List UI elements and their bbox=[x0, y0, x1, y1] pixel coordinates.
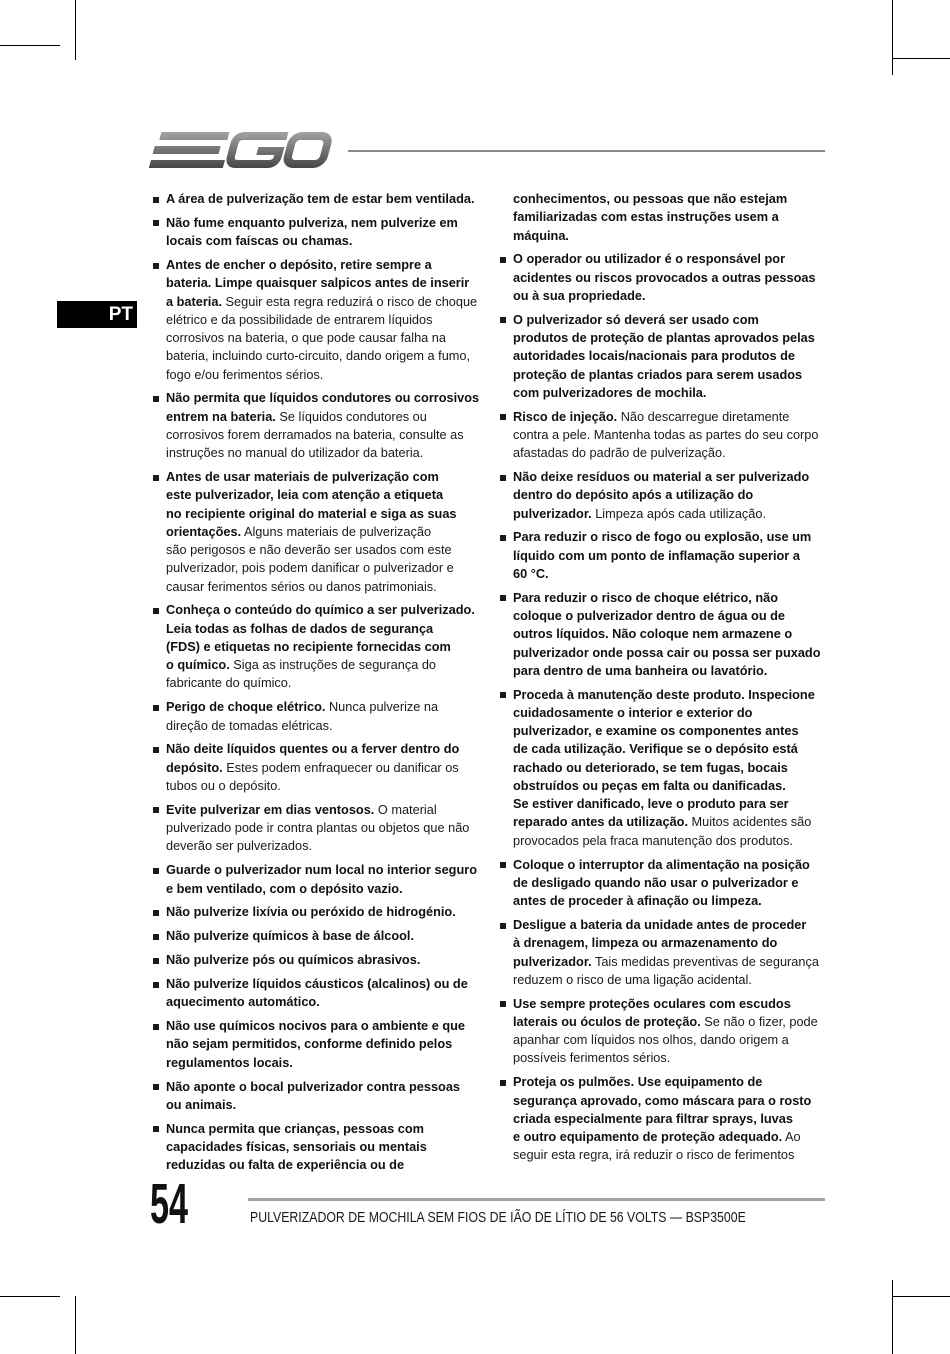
bullet-marker bbox=[153, 982, 159, 988]
ego-logo bbox=[148, 130, 338, 172]
safety-item bbox=[152, 903, 482, 921]
crop-mark bbox=[0, 45, 60, 46]
item-bold-text: Use sempre proteções oculares com escudos laterais ou óculos de proteção. bbox=[513, 995, 791, 1029]
bullet-marker bbox=[153, 1084, 159, 1090]
bullet-marker bbox=[153, 807, 159, 813]
item-bold-text: Não deite líquidos quentes ou a ferver dentro do depósito. bbox=[166, 741, 460, 775]
bullet-marker bbox=[153, 868, 159, 874]
item-bold-text: Desligue a bateria da unidade antes de proceder à drenagem, limpeza ou armazenamento do pulverizador. bbox=[513, 917, 807, 969]
item-body-text: Siga as instruções de segurança do fabricante do químico. bbox=[166, 657, 437, 691]
item-body-text: Se não o fizer, pode apanhar com líquidos nos olhos, dando origem a possíveis ferimentos sérios. bbox=[513, 1013, 818, 1066]
page-number: 54 bbox=[150, 1171, 189, 1236]
continued-item bbox=[499, 190, 829, 245]
language-tab bbox=[57, 301, 137, 328]
item-bold-text: Coloque o interruptor da alimentação na posição de desligado quando não usar o pulverizador e antes de proceder à afinação ou limpeza. bbox=[513, 856, 810, 909]
safety-item bbox=[152, 601, 482, 692]
safety-item bbox=[152, 801, 482, 856]
language-tab-label: PT bbox=[108, 304, 133, 325]
bullet-marker bbox=[153, 910, 159, 916]
item-body-text: Ao seguir esta regra, irá reduzir o risco de ferimentos bbox=[513, 1129, 801, 1163]
crop-mark bbox=[892, 1280, 893, 1354]
safety-item bbox=[152, 256, 482, 384]
bullet-marker bbox=[153, 220, 159, 226]
item-bold-text: Não pulverize pós ou químicos abrasivos. bbox=[166, 952, 421, 968]
safety-item bbox=[152, 698, 482, 735]
footer-rule bbox=[248, 1198, 825, 1201]
crop-mark bbox=[892, 1296, 950, 1297]
item-bold-text: Para reduzir o risco de choque elétrico, não coloque o pulverizador dentro de água ou de outros líquidos. Não coloque nem armazene o pulverizador onde possa cair ou possa ser puxado para dentro de uma banheira ou lavatório. bbox=[513, 589, 821, 678]
item-bold-text: Antes de usar materiais de pulverização com este pulverizador, leia com atenção a etiqueta no recipiente original do material e siga as suas orientações. bbox=[166, 469, 457, 539]
item-bold-text: Não permita que líquidos condutores ou corrosivos entrem na bateria. bbox=[166, 390, 480, 424]
item-bold-text: Guarde o pulverizador num local no interior seguro e bem ventilado, com o depósito vazio. bbox=[166, 862, 478, 896]
item-bold-text: O operador ou utilizador é o responsável por acidentes ou riscos provocados a outras pessoas ou à sua propriedade. bbox=[513, 251, 816, 303]
crop-mark bbox=[892, 0, 893, 75]
item-body-text: Alguns materiais de pulverização são perigosos e não deverão ser usados com este pulverizador, pois podem danificar o pulverizador e causar ferimentos sérios ou danos patrimoniais. bbox=[166, 523, 454, 594]
bullet-marker bbox=[500, 862, 506, 868]
crop-mark bbox=[0, 1296, 60, 1297]
bullet-marker bbox=[153, 608, 159, 614]
safety-item bbox=[499, 916, 829, 989]
crop-mark bbox=[75, 0, 76, 60]
safety-item bbox=[152, 389, 482, 462]
safety-item bbox=[499, 408, 829, 463]
bullet-marker bbox=[153, 1126, 159, 1132]
item-bold-text: Risco de injeção. bbox=[513, 408, 618, 424]
item-bold-text: Conheça o conteúdo do químico a ser pulverizado. Leia todas as folhas de dados de segurança (FDS) e etiquetas no recipiente fornecidas com o químico. bbox=[166, 602, 475, 673]
safety-item bbox=[152, 468, 482, 596]
item-bold-text: Evite pulverizar em dias ventosos. bbox=[166, 801, 375, 817]
item-body-text: Limpeza após cada utilização. bbox=[591, 505, 767, 521]
logo-letter-g bbox=[229, 136, 288, 164]
bullet-marker bbox=[500, 535, 506, 541]
bullet-marker bbox=[153, 263, 159, 269]
safety-item bbox=[499, 528, 829, 583]
bullet-marker bbox=[153, 705, 159, 711]
bullet-marker bbox=[500, 595, 506, 601]
item-body-text: Seguir esta regra reduzirá o risco de choque elétrico e da possibilidade de entrarem líquidos corrosivos na bateria, o que pode causar falha na bateria, incluindo curto-circuito, dando origem a fumo, fogo e/ou ferimentos sérios. bbox=[166, 293, 478, 382]
safety-item bbox=[499, 589, 829, 680]
bullet-marker bbox=[500, 1080, 506, 1086]
bullet-marker bbox=[500, 414, 506, 420]
item-bold-text: Não aponte o bocal pulverizador contra pessoas ou animais. bbox=[166, 1078, 461, 1112]
bullet-marker bbox=[500, 475, 506, 481]
bullet-marker bbox=[153, 747, 159, 753]
item-body-text: O material pulverizado pode ir contra plantas ou objetos que não deverão ser pulverizados. bbox=[166, 801, 470, 854]
safety-item bbox=[499, 468, 829, 523]
item-bold-text: Não pulverize líquidos cáusticos (alcalinos) ou de aquecimento automático. bbox=[166, 976, 468, 1010]
item-bold-text: A área de pulverização tem de estar bem ventilada. bbox=[166, 191, 475, 206]
header-rule bbox=[348, 150, 825, 152]
safety-item bbox=[152, 951, 482, 969]
safety-item bbox=[152, 1017, 482, 1072]
safety-item bbox=[152, 740, 482, 795]
item-body-text: Se líquidos condutores ou corrosivos forem derramados na bateria, consulte as instruções no manual do utilizador da bateria. bbox=[166, 408, 464, 461]
bullet-marker bbox=[153, 396, 159, 402]
crop-mark bbox=[892, 58, 950, 59]
item-bold-text: Proteja os pulmões. Use equipamento de segurança aprovado, como máscara para o rosto criada especialmente para filtrar sprays, luvas e outro equipamento de proteção adequado. bbox=[513, 1074, 812, 1145]
safety-item bbox=[499, 1073, 829, 1164]
item-bold-text: Não use químicos nocivos para o ambiente e que não sejam permitidos, conforme definido pelos regulamentos locais. bbox=[166, 1018, 465, 1070]
item-bold-text: Não fume enquanto pulveriza, nem pulverize em locais com faíscas ou chamas. bbox=[166, 214, 458, 249]
item-bold-text: O pulverizador só deverá ser usado com produtos de proteção de plantas aprovados pelas autoridades locais/nacionais para produtos de proteção de plantas criados para serem usados com pulverizadores de mochila. bbox=[513, 311, 815, 400]
safety-item bbox=[152, 190, 482, 208]
item-bold-text: Para reduzir o risco de fogo ou explosão, use um líquido com um ponto de inflamação superior a 60 °C. bbox=[513, 529, 812, 581]
item-body-text: Estes podem enfraquecer ou danificar os tubos ou o depósito. bbox=[166, 759, 459, 793]
item-body-text: Tais medidas preventivas de segurança reduzem o risco de uma ligação acidental. bbox=[513, 953, 819, 987]
item-body-text: Nunca pulverize na direção de tomadas elétricas. bbox=[166, 699, 439, 733]
left-column bbox=[152, 190, 482, 1180]
item-body-text: Não descarregue diretamente contra a pele. Mantenha todas as partes do seu corpo afastadas do padrão de pulverização. bbox=[513, 408, 819, 461]
bullet-marker bbox=[153, 934, 159, 940]
bullet-marker bbox=[500, 317, 506, 323]
safety-item bbox=[152, 1120, 482, 1175]
right-column bbox=[499, 190, 829, 1170]
safety-item bbox=[499, 311, 829, 402]
bullet-marker bbox=[153, 197, 159, 203]
item-bold-text: conhecimentos, ou pessoas que não estejam familiarizadas com estas instruções usem a máquina. bbox=[513, 191, 788, 243]
safety-item bbox=[499, 250, 829, 305]
bullet-marker bbox=[500, 257, 506, 263]
item-bold-text: Não pulverize químicos à base de álcool. bbox=[166, 928, 414, 944]
safety-item bbox=[152, 975, 482, 1012]
item-bold-text: Antes de encher o depósito, retire sempre a bateria. Limpe quaisquer salpicos antes de inserir a bateria. bbox=[166, 257, 470, 309]
bullet-marker bbox=[153, 958, 159, 964]
logo-letter-e bbox=[149, 132, 233, 168]
safety-item bbox=[499, 686, 829, 850]
item-bold-text: Não pulverize lixívia ou peróxido de hidrogénio. bbox=[166, 904, 456, 920]
bullet-marker bbox=[153, 1024, 159, 1030]
safety-item bbox=[152, 861, 482, 898]
item-bold-text: Não deixe resíduos ou material a ser pulverizado dentro do depósito após a utilização do pulverizador. bbox=[513, 469, 810, 521]
bullet-marker bbox=[153, 475, 159, 481]
item-body-text: Muitos acidentes são provocados pela fraca manutenção dos produtos. bbox=[513, 814, 812, 848]
bullet-marker bbox=[500, 692, 506, 698]
safety-item bbox=[152, 927, 482, 945]
item-bold-text: Nunca permita que crianças, pessoas com capacidades físicas, sensoriais ou mentais reduzidas ou falta de experiência ou de bbox=[166, 1120, 427, 1173]
safety-item bbox=[152, 214, 482, 251]
bullet-marker bbox=[500, 923, 506, 929]
item-bold-text: Perigo de choque elétrico. bbox=[166, 699, 326, 715]
crop-mark bbox=[75, 1296, 76, 1354]
item-bold-text: Proceda à manutenção deste produto. Inspecione cuidadosamente o interior e exterior do pulverizador, e examine os componentes antes de cada utilização. Verifique se o depósito está rachado ou deteriorado, se tem fugas, bocais obstruídos ou peças em falta ou danificadas. Se estiver danificado, leve o produto para ser reparado antes da utilização. bbox=[513, 686, 815, 830]
logo-letter-o bbox=[286, 136, 330, 164]
safety-item bbox=[152, 1078, 482, 1115]
footer-title: PULVERIZADOR DE MOCHILA SEM FIOS DE IÃO DE LÍTIO DE 56 VOLTS — BSP3500E bbox=[250, 1208, 746, 1226]
bullet-marker bbox=[500, 1001, 506, 1007]
safety-item bbox=[499, 856, 829, 911]
safety-item bbox=[499, 995, 829, 1068]
